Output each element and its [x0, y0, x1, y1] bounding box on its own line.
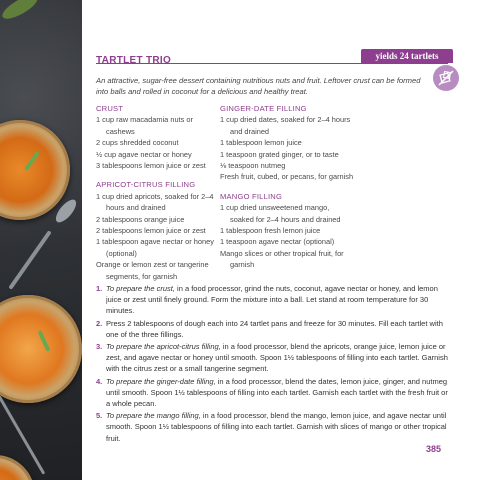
leaf-garnish [0, 0, 41, 23]
ingredient-item: 3 tablespoons lemon juice or zest [96, 161, 206, 171]
step-number: 4. [96, 376, 103, 386]
tartlet-image [0, 120, 70, 220]
section-heading: APRICOT-CITRUS FILLING [96, 180, 196, 190]
instruction-step [96, 341, 451, 375]
step-text: Press 2 tablespoons of dough each into 24 tartlet pans and freeze for 30 minutes. Fill each tartlet with one of the three fillings. [106, 318, 443, 339]
section-heading: CRUST [96, 104, 124, 113]
step-text: in a food processor, blend the dates, lemon juice, ginger, and nutmeg until smooth. Spoon 1½ tablespoons of filling into each tartlet. Garnish each tartlet with the fresh fruit or a whole pecan. [106, 376, 448, 409]
ingredient-item: Orange or lemon zest or tangerine segments, for garnish [96, 260, 209, 281]
ingredient-item: 2 tablespoons orange juice [96, 214, 185, 224]
page-number: 385 [426, 444, 442, 454]
instruction-step [96, 318, 451, 340]
spoon-handle [8, 230, 51, 290]
step-number: 3. [96, 342, 103, 352]
step-lead: To prepare the mango filling, [106, 411, 201, 421]
step-lead: To prepare the ginger-date filling, [106, 376, 216, 386]
instruction-step [96, 376, 451, 410]
ingredient-item: 2 cups shredded coconut [96, 138, 179, 148]
step-text: in a food processor, grind the nuts, coconut, agave nectar or honey, and lemon juice or zest until finely ground. Form the mixture into a ball. Let stand at room temperature for 30 minutes. [106, 284, 438, 316]
step-text: in a food processor, blend the apricots, orange juice, lemon juice or zest, and agave nectar or honey until smooth. Spoon 1½ tablespoons of filling into each tartlet. Garnish with the citrus zest or a small tangerine segment. [106, 342, 448, 374]
step-lead: To prepare the apricot-citrus filling, [106, 342, 221, 352]
step-lead: To prepare the crust, [106, 284, 175, 293]
ingredient-item: 1 tablespoon fresh lemon juice [220, 226, 321, 236]
ingredient-item: 1 teaspoon grated ginger, or to taste [220, 149, 339, 159]
section-heading: MANGO FILLING [220, 191, 283, 201]
tartlet-image [0, 295, 82, 403]
instruction-step [96, 283, 451, 317]
no-sugar-icon [433, 65, 459, 91]
ingredient-item: 2 tablespoons lemon juice or zest [96, 226, 206, 236]
ingredient-item: ⅛ teaspoon nutmeg [220, 161, 286, 171]
ingredient-item: 1 cup dried unsweetened mango, soaked for 2–4 hours and drained [220, 203, 341, 224]
yield-tab: yields 24 tartlets [361, 49, 453, 63]
ingredient-item: 1 teaspoon agave nectar (optional) [220, 237, 335, 247]
step-text: in a food processor, blend the mango, lemon juice, and agave nectar until smooth. Spoon 1½ tablespoons of filling into each tartlet. Garnish with slices of mango or other tropical fruit. [106, 411, 447, 443]
ingredient-item: 1 tablespoon agave nectar or honey (optional) [96, 237, 214, 258]
tartlet-photo [0, 0, 82, 480]
ingredient-item: ½ cup agave nectar or honey [96, 149, 192, 159]
recipe-title: TARTLET TRIO [96, 55, 172, 66]
ingredient-item: Mango slices or other tropical fruit, for garnish [220, 248, 344, 270]
ingredient-item: Fresh fruit, cubed, or pecans, for garnish [220, 172, 354, 182]
ingredients-right [220, 103, 355, 271]
step-number: 5. [96, 411, 103, 421]
step-number: 2. [96, 318, 103, 328]
tartlet-image [0, 455, 35, 480]
ingredient-item: 1 cup dried dates, soaked for 2–4 hours and drained [220, 115, 351, 136]
recipe-intro: An attractive, sugar-free dessert containing nutritious nuts and fruit. Leftover crust can be formed into balls and rolled in coconut for a delicious and healthy treat. [96, 76, 421, 96]
ingredient-item: 1 tablespoon lemon juice [220, 138, 302, 148]
ingredient-item: 1 cup raw macadamia nuts or cashews [96, 115, 193, 136]
instruction-step [96, 410, 451, 444]
step-number: 1. [96, 284, 103, 293]
ingredients-left [96, 103, 221, 282]
ingredient-item: 1 cup dried apricots, soaked for 2–4 hours and drained [96, 191, 214, 213]
section-heading: GINGER-DATE FILLING [220, 104, 307, 113]
instructions [96, 283, 451, 445]
